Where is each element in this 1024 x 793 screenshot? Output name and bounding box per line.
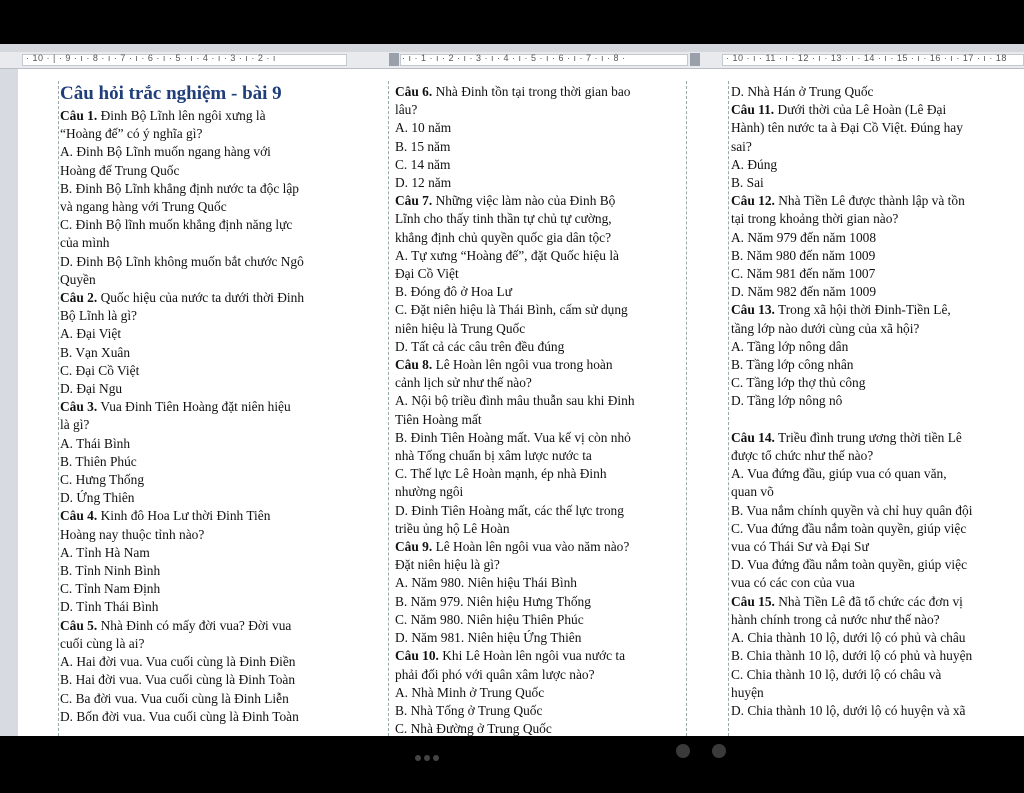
answer-line: A. Vua đứng đầu, giúp vua có quan văn, bbox=[731, 466, 947, 482]
answer-line: Đại Cồ Việt bbox=[395, 266, 459, 282]
question-line: Câu 8. Lê Hoàn lên ngôi vua trong hoàn bbox=[395, 357, 613, 373]
answer-line: A. Tầng lớp nông dân bbox=[731, 338, 849, 354]
answer-line: D. Bốn đời vua. Vua cuối cùng là Đinh Toàn bbox=[60, 708, 299, 724]
answer-line: C. Năm 980. Niên hiệu Thiên Phúc bbox=[395, 611, 584, 627]
answer-line: nhà Tống chuẩn bị xâm lược nước ta bbox=[395, 448, 592, 464]
ruler-numbers-left: · 10 · | · 9 · ı · 8 · ı · 7 · ı · 6 · ı · 5 · ı · 4 · ı · 3 · ı · 2 · ı bbox=[26, 53, 276, 63]
question-line: Câu 5. Nhà Đinh có mấy đời vua? Đời vua bbox=[60, 617, 292, 633]
answer-line: tầng lớp nào dưới cùng của xã hội? bbox=[731, 320, 920, 336]
answer-line: của mình bbox=[60, 235, 110, 251]
question-number: Câu 9. bbox=[395, 539, 433, 555]
answer-line: C. Đặt niên hiệu là Thái Bình, cấm sử dụng bbox=[395, 302, 628, 318]
answer-line: B. Năm 980 đến năm 1009 bbox=[731, 247, 876, 263]
answer-line: A. Đinh Bộ Lĩnh muốn ngang hàng với bbox=[60, 144, 271, 160]
answer-line: A. Nhà Minh ở Trung Quốc bbox=[395, 684, 545, 700]
answer-line: Quyền bbox=[60, 271, 96, 287]
answer-line: A. Đúng bbox=[731, 156, 778, 172]
answer-line: A. Tự xưng “Hoàng đế”, đặt Quốc hiệu là bbox=[395, 247, 619, 263]
question-line: Câu 10. Khi Lê Hoàn lên ngôi vua nước ta bbox=[395, 648, 626, 664]
answer-line: A. Tỉnh Hà Nam bbox=[60, 544, 150, 560]
ruler-numbers-right: · 10 · ı · 11 · ı · 12 · ı · 13 · ı · 14 · ı · 15 · ı · 16 · ı · 17 · ı · 18 bbox=[726, 53, 1007, 63]
ruler-column-marker[interactable] bbox=[690, 53, 700, 66]
answer-line: cảnh lịch sử như thế nào? bbox=[395, 375, 532, 391]
answer-line: và ngang hàng với Trung Quốc bbox=[60, 199, 227, 215]
answer-line: C. Năm 981 đến năm 1007 bbox=[731, 266, 876, 282]
answer-line: B. 15 năm bbox=[395, 138, 451, 154]
answer-line: D. 12 năm bbox=[395, 175, 452, 191]
ruler-indent-marker[interactable] bbox=[389, 53, 399, 66]
answer-line: D. Nhà Hán ở Trung Quốc bbox=[731, 84, 874, 99]
column-guide-1 bbox=[388, 81, 389, 736]
answer-line: triều ủng hộ Lê Hoàn bbox=[395, 520, 510, 536]
answer-line: C. Ba đời vua. Vua cuối cùng là Đinh Liễn bbox=[60, 690, 289, 706]
answer-line: Hoàng nay thuộc tỉnh nào? bbox=[60, 526, 205, 542]
question-line: Câu 4. Kinh đô Hoa Lư thời Đinh Tiên bbox=[60, 508, 271, 524]
answer-line: phải đối phó với quân xâm lược nào? bbox=[395, 666, 595, 682]
answer-line: “Hoàng đế” có ý nghĩa gì? bbox=[60, 126, 203, 142]
question-line: Câu 2. Quốc hiệu của nước ta dưới thời Đinh bbox=[60, 290, 305, 306]
answer-line: A. Hai đời vua. Vua cuối cùng là Đinh Điền bbox=[60, 654, 296, 670]
answer-line: A. Năm 979 đến năm 1008 bbox=[731, 229, 877, 245]
answer-line: D. Ứng Thiên bbox=[60, 490, 135, 506]
answer-line: Đặt niên hiệu là gì? bbox=[395, 557, 500, 573]
answer-line: B. Thiên Phúc bbox=[60, 453, 137, 469]
column-2-lines bbox=[395, 83, 685, 736]
answer-line: nhường ngôi bbox=[395, 484, 464, 500]
answer-line: A. Năm 980. Niên hiệu Thái Bình bbox=[395, 575, 577, 591]
answer-line: D. Chia thành 10 lộ, dưới lộ có huyện và xã bbox=[731, 702, 966, 718]
question-line: Câu 9. Lê Hoàn lên ngôi vua vào năm nào? bbox=[395, 539, 630, 555]
answer-line: B. Đinh Tiên Hoàng mất. Vua kế vị còn nhỏ bbox=[395, 429, 631, 445]
answer-line: C. Thế lực Lê Hoàn mạnh, ép nhà Đinh bbox=[395, 466, 607, 482]
answer-line: D. Tất cả các câu trên đều đúng bbox=[395, 338, 565, 354]
ruler-numbers-mid: · ı · 1 · ı · 2 · ı · 3 · ı · 4 · ı · 5 · ı · 6 · ı · 7 · ı · 8 · bbox=[402, 53, 626, 63]
window-top-bar bbox=[0, 0, 1024, 44]
answer-line: B. Hai đời vua. Vua cuối cùng là Đinh Toàn bbox=[60, 672, 296, 688]
column-1 bbox=[60, 83, 385, 726]
question-number: Câu 12. bbox=[731, 193, 775, 209]
question-number: Câu 1. bbox=[60, 108, 98, 123]
horizontal-ruler[interactable] bbox=[0, 52, 1024, 69]
question-line: Câu 14. Triều đình trung ương thời tiền Lê bbox=[731, 429, 962, 445]
question-line: Câu 6. Nhà Đinh tồn tại trong thời gian bao bbox=[395, 84, 631, 99]
question-number: Câu 3. bbox=[60, 399, 98, 415]
answer-line bbox=[731, 411, 1023, 429]
answer-line: B. Đóng đô ở Hoa Lư bbox=[395, 284, 512, 300]
question-number: Câu 7. bbox=[395, 193, 433, 209]
answer-line: tại trong khoảng thời gian nào? bbox=[731, 211, 899, 227]
answer-line: C. 14 năm bbox=[395, 156, 451, 172]
indicator-dot bbox=[415, 755, 421, 761]
question-number: Câu 2. bbox=[60, 290, 98, 306]
answer-line: niên hiệu là Trung Quốc bbox=[395, 320, 526, 336]
answer-line: C. Đinh Bộ lĩnh muốn khẳng định năng lực bbox=[60, 217, 293, 233]
answer-line: quan võ bbox=[731, 484, 774, 500]
indicator-dot bbox=[433, 755, 439, 761]
answer-line: C. Tỉnh Nam Định bbox=[60, 581, 161, 597]
column-1-lines bbox=[60, 107, 385, 726]
answer-line: Bộ Lĩnh là gì? bbox=[60, 308, 137, 324]
answer-line: D. Tỉnh Thái Bình bbox=[60, 599, 159, 615]
answer-line: hành chính trong cả nước như thế nào? bbox=[731, 611, 940, 627]
answer-line: A. Nội bộ triều đình mâu thuẫn sau khi Đinh bbox=[395, 393, 635, 409]
answer-line: C. Hưng Thống bbox=[60, 472, 145, 488]
answer-line: C. Vua đứng đầu nắm toàn quyền, giúp việc bbox=[731, 520, 967, 536]
question-number: Câu 6. bbox=[395, 84, 433, 99]
answer-line: Hoàng đế Trung Quốc bbox=[60, 162, 180, 178]
question-number: Câu 15. bbox=[731, 593, 775, 609]
indicator-dot bbox=[424, 755, 430, 761]
question-number: Câu 5. bbox=[60, 617, 98, 633]
answer-line: B. Vua nắm chính quyền và chỉ huy quân đội bbox=[731, 502, 973, 518]
answer-line: A. Đại Việt bbox=[60, 326, 122, 342]
question-number: Câu 13. bbox=[731, 302, 775, 318]
answer-line: A. Thái Bình bbox=[60, 435, 131, 451]
answer-line: C. Nhà Đường ở Trung Quốc bbox=[395, 721, 552, 736]
answer-line: B. Năm 979. Niên hiệu Hưng Thống bbox=[395, 593, 591, 609]
column-3 bbox=[731, 83, 1023, 720]
question-line: Câu 15. Nhà Tiền Lê đã tổ chức các đơn vị bbox=[731, 593, 963, 609]
page-indicator-dots bbox=[415, 748, 442, 756]
answer-line: lâu? bbox=[395, 102, 418, 118]
taskbar bbox=[0, 736, 1024, 793]
answer-line: C. Đại Cồ Việt bbox=[60, 362, 140, 378]
answer-line: D. Đinh Bộ Lĩnh không muốn bắt chước Ngô bbox=[60, 253, 304, 269]
answer-line: Tiên Hoàng mất bbox=[395, 411, 482, 427]
answer-line: C. Tầng lớp thợ thủ công bbox=[731, 375, 866, 391]
margin-guide-left bbox=[58, 81, 59, 736]
answer-line: B. Nhà Tống ở Trung Quốc bbox=[395, 702, 543, 718]
settings-button-icon[interactable] bbox=[712, 744, 726, 758]
column-guide-2 bbox=[686, 81, 687, 736]
answer-line: được tổ chức như thế nào? bbox=[731, 448, 874, 464]
answer-line: huyện bbox=[731, 684, 764, 700]
answer-line: A. Chia thành 10 lộ, dưới lộ có phủ và châu bbox=[731, 630, 966, 646]
toolbar-strip bbox=[0, 44, 1024, 52]
column-guide-3 bbox=[728, 81, 729, 736]
column-2 bbox=[395, 83, 685, 736]
answer-line: B. Đinh Bộ Lĩnh khẳng định nước ta độc lập bbox=[60, 180, 299, 196]
answer-line: khẳng định chủ quyền quốc gia dân tộc? bbox=[395, 229, 612, 245]
question-line: Câu 7. Những việc làm nào của Đinh Bộ bbox=[395, 193, 616, 209]
question-number: Câu 8. bbox=[395, 357, 433, 373]
question-line: Câu 1. Đinh Bộ Lĩnh lên ngôi xưng là bbox=[60, 108, 266, 123]
question-number: Câu 10. bbox=[395, 648, 439, 664]
question-number: Câu 11. bbox=[731, 102, 775, 118]
question-number: Câu 14. bbox=[731, 429, 775, 445]
answer-line: cuối cùng là ai? bbox=[60, 635, 145, 651]
answer-line: B. Vạn Xuân bbox=[60, 344, 131, 360]
answer-line: Hành) tên nước ta à Đại Cồ Việt. Đúng hay bbox=[731, 120, 963, 136]
column-3-lines bbox=[731, 83, 1023, 720]
answer-line: D. Năm 981. Niên hiệu Ứng Thiên bbox=[395, 630, 582, 646]
answer-line: B. Tầng lớp công nhân bbox=[731, 357, 854, 373]
document-area[interactable] bbox=[0, 69, 1024, 736]
question-number: Câu 4. bbox=[60, 508, 98, 524]
answer-line: B. Sai bbox=[731, 175, 764, 191]
answer-line: là gì? bbox=[60, 417, 90, 433]
answer-line: D. Đinh Tiên Hoàng mất, các thế lực trong bbox=[395, 502, 624, 518]
record-button-icon[interactable] bbox=[676, 744, 690, 758]
answer-line: Lĩnh cho thấy tinh thần tự chủ tự cường, bbox=[395, 211, 612, 227]
answer-line: A. 10 năm bbox=[395, 120, 452, 136]
answer-line: D. Năm 982 đến năm 1009 bbox=[731, 284, 877, 300]
document-title: Câu hỏi trắc nghiệm - bài 9 bbox=[60, 83, 282, 104]
answer-line: B. Tỉnh Ninh Bình bbox=[60, 563, 161, 579]
answer-line: C. Chia thành 10 lộ, dưới lộ có châu và bbox=[731, 666, 942, 682]
question-line: Câu 13. Trong xã hội thời Đinh-Tiền Lê, bbox=[731, 302, 951, 318]
answer-line: vua có Thái Sư và Đại Sư bbox=[731, 539, 869, 555]
question-line: Câu 3. Vua Đinh Tiên Hoàng đặt niên hiệu bbox=[60, 399, 291, 415]
answer-line: B. Chia thành 10 lộ, dưới lộ có phủ và huyện bbox=[731, 648, 973, 664]
answer-line: D. Tầng lớp nông nô bbox=[731, 393, 843, 409]
answer-line: vua có các con của vua bbox=[731, 575, 855, 591]
answer-line: D. Đại Ngu bbox=[60, 381, 123, 397]
question-line: Câu 12. Nhà Tiền Lê được thành lập và tồn bbox=[731, 193, 965, 209]
answer-line: D. Vua đứng đầu nắm toàn quyền, giúp việc bbox=[731, 557, 968, 573]
answer-line: sai? bbox=[731, 138, 752, 154]
question-line: Câu 11. Dưới thời của Lê Hoàn (Lê Đại bbox=[731, 102, 947, 118]
